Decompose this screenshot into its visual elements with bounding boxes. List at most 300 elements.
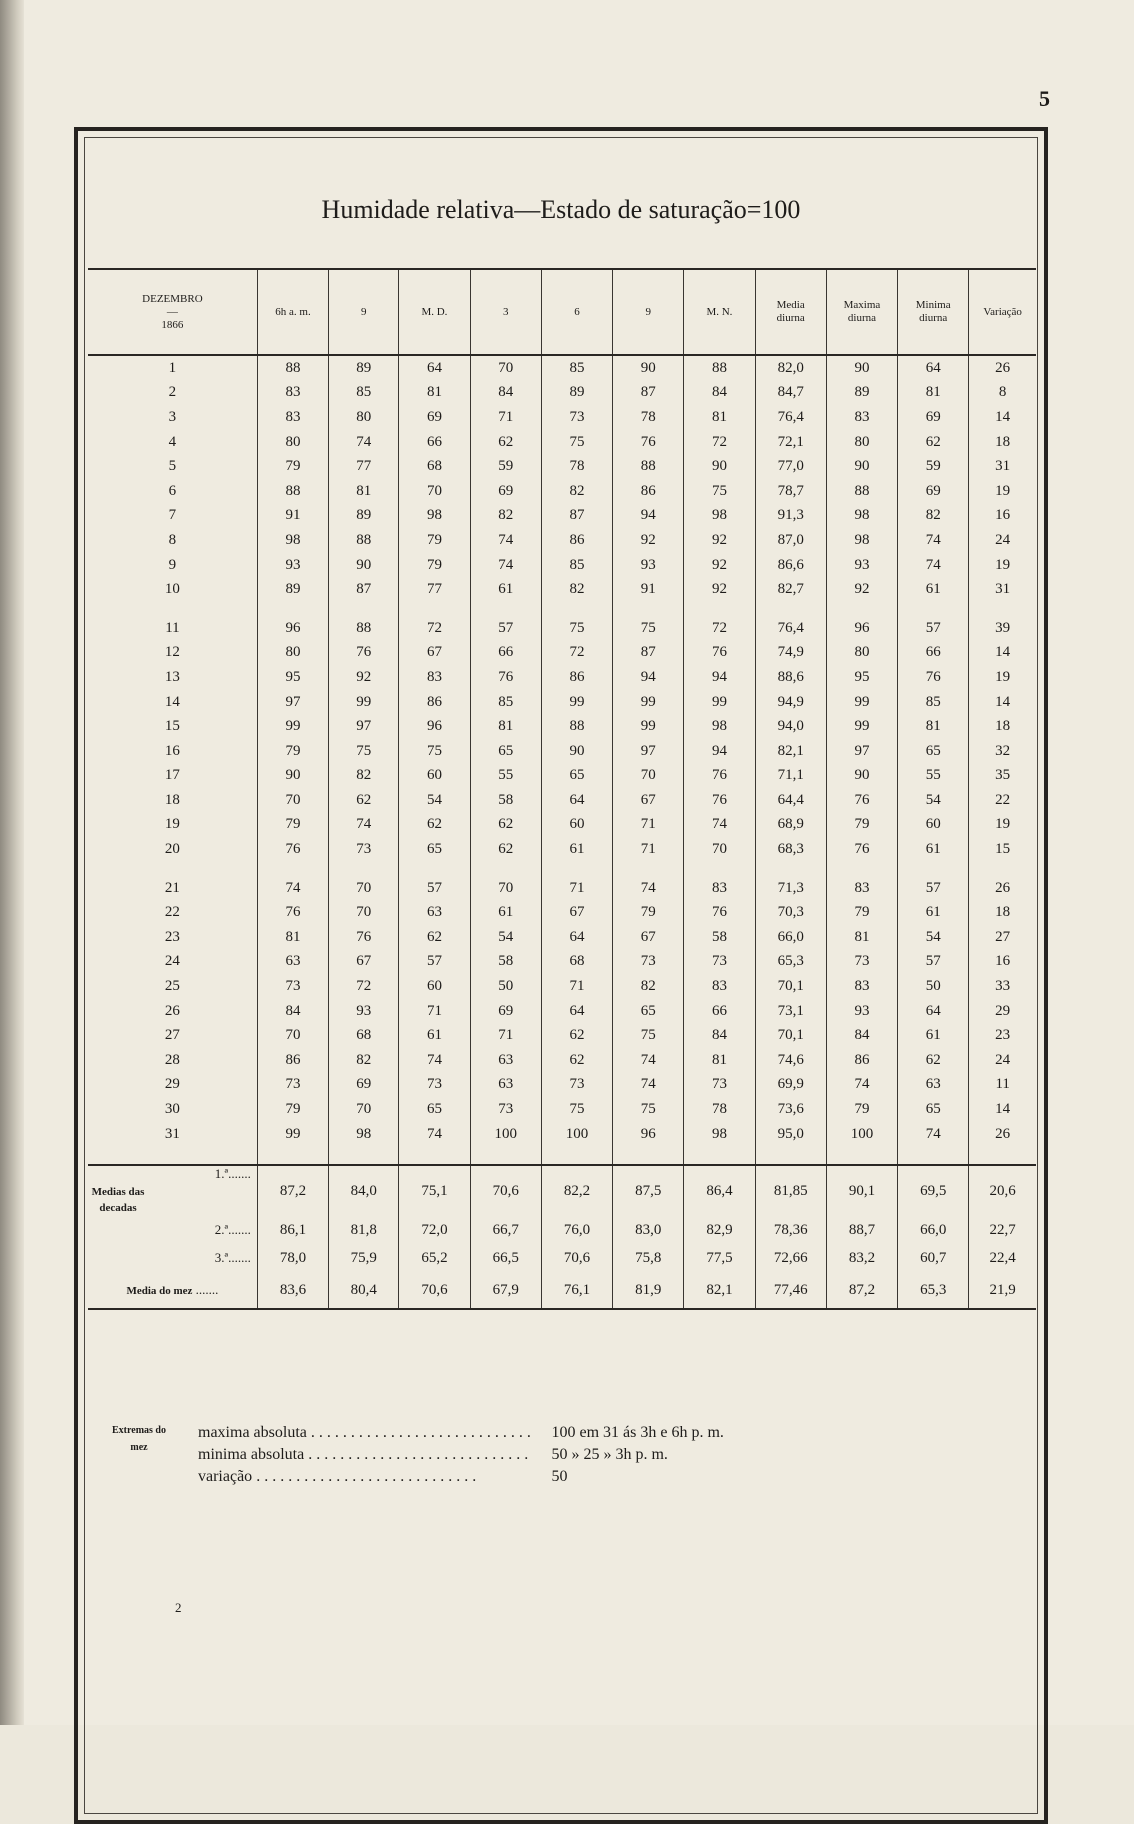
table-cell: 81,8 (329, 1216, 399, 1244)
table-cell: 58 (470, 788, 541, 813)
table-cell: 65,2 (399, 1244, 470, 1272)
table-cell: 76 (257, 900, 328, 925)
extremes-label: Extremas do mez (112, 1425, 166, 1453)
table-cell: 14 (969, 641, 1036, 666)
table-cell: 98 (684, 714, 755, 739)
extreme-value: 100 em 31 ás 3h e 6h p. m. (551, 1424, 724, 1441)
table-cell: 79 (257, 813, 328, 838)
table-cell: 91 (613, 577, 684, 602)
table-cell: 3 (168, 408, 177, 425)
table-cell: 72 (684, 616, 755, 641)
table-cell: 81,85 (755, 1165, 826, 1216)
table-cell: 65,3 (755, 950, 826, 975)
table-cell: 65 (613, 999, 684, 1024)
table-cell: 18 (969, 714, 1036, 739)
table-cell: 74 (898, 528, 969, 553)
table-cell: 93 (329, 999, 399, 1024)
table-cell: 60 (541, 813, 612, 838)
decade-gap (88, 602, 1036, 616)
table-cell: 73 (470, 1097, 541, 1122)
table-cell: 54 (898, 925, 969, 950)
table-cell: 68,9 (755, 813, 826, 838)
table-cell: 71 (541, 876, 612, 901)
table-cell: 64 (399, 355, 470, 381)
table-cell: 66,0 (755, 925, 826, 950)
decade-means-label: Medias das decadas (91, 1186, 145, 1215)
table-cell: 87,0 (755, 528, 826, 553)
table-cell: 16 (164, 742, 180, 759)
column-header: Maxima diurna (826, 269, 897, 355)
table-cell: 77,46 (755, 1272, 826, 1309)
table-cell: 79 (826, 1097, 897, 1122)
column-header: M. N. (684, 269, 755, 355)
table-cell: 92 (684, 528, 755, 553)
table-cell: 61 (470, 900, 541, 925)
table-cell: 83 (257, 381, 328, 406)
table-cell: 58 (684, 925, 755, 950)
table-cell: 76 (826, 788, 897, 813)
table-cell: 57 (898, 616, 969, 641)
table-cell: 23 (969, 1023, 1036, 1048)
table-cell: 29 (969, 999, 1036, 1024)
table-cell: 64 (898, 355, 969, 381)
table-cell: 76 (898, 665, 969, 690)
decade-mean-label (88, 1216, 257, 1244)
gap-cell (826, 602, 897, 616)
table-cell: 80 (329, 405, 399, 430)
gap-cell (969, 862, 1036, 876)
table-cell: 95 (257, 665, 328, 690)
table-cell: 62 (329, 788, 399, 813)
decade-mean-row (88, 1165, 1036, 1216)
table-cell: 88 (329, 616, 399, 641)
table-cell: 11 (969, 1073, 1036, 1098)
table-cell: 89 (541, 381, 612, 406)
table-cell: 66,7 (470, 1216, 541, 1244)
table-cell: 19 (164, 816, 180, 833)
table-cell: 55 (470, 764, 541, 789)
table-cell: 91 (257, 504, 328, 529)
table-cell: 27 (164, 1027, 180, 1044)
table-cell: 71,3 (755, 876, 826, 901)
table-cell: 14 (969, 690, 1036, 715)
table-cell: 18 (164, 791, 180, 808)
table-cell: 61 (541, 837, 612, 862)
table-cell: 95 (826, 665, 897, 690)
table-cell: 70,1 (755, 1023, 826, 1048)
table-cell: 82,0 (755, 355, 826, 381)
table-cell: 91,3 (755, 504, 826, 529)
gap-cell (755, 602, 826, 616)
table-cell: 97 (257, 690, 328, 715)
table-cell: 88 (329, 528, 399, 553)
book-binding (0, 0, 24, 1725)
table-cell: 67 (329, 950, 399, 975)
table-cell: 99 (257, 1122, 328, 1147)
table-cell: 70 (329, 900, 399, 925)
page-title: Humidade relativa—Estado de saturação=100 (321, 195, 801, 224)
table-cell: 22 (969, 788, 1036, 813)
gap-cell (329, 602, 399, 616)
table-cell: 95,0 (755, 1122, 826, 1147)
table-cell: 63 (399, 900, 470, 925)
table-cell: 74 (898, 553, 969, 578)
table-cell: 67 (613, 925, 684, 950)
table-cell: 70 (257, 788, 328, 813)
column-header: DEZEMBRO — 1866 (88, 269, 257, 355)
table-cell: 99 (329, 690, 399, 715)
table-cell: 62 (470, 837, 541, 862)
table-cell: 94 (613, 665, 684, 690)
table-cell: 82,9 (684, 1216, 755, 1244)
day-row (88, 479, 1036, 504)
day-row (88, 1048, 1036, 1073)
gap-cell (470, 862, 541, 876)
extreme-row (198, 1466, 818, 1488)
table-cell: 73 (329, 837, 399, 862)
table-cell: 64 (541, 788, 612, 813)
gap-cell (969, 602, 1036, 616)
extreme-name: variação . . . (198, 1466, 543, 1488)
table-cell: 96 (257, 616, 328, 641)
table-cell: 5 (168, 458, 177, 475)
gap-cell (88, 862, 257, 876)
table-cell: 98 (257, 528, 328, 553)
table-cell: 92 (329, 665, 399, 690)
table-cell: 78,0 (257, 1244, 328, 1272)
table-cell: 70 (329, 1097, 399, 1122)
table-cell: 94 (613, 504, 684, 529)
month-mean-row (88, 1272, 1036, 1309)
table-cell: 76,0 (541, 1216, 612, 1244)
table-cell: 81,9 (613, 1272, 684, 1309)
table-cell: 4 (168, 433, 177, 450)
table-cell: 73 (257, 974, 328, 999)
table-cell: 62 (541, 1023, 612, 1048)
table-cell: 82 (470, 504, 541, 529)
table-cell: 87 (329, 577, 399, 602)
table-cell: 68 (329, 1023, 399, 1048)
table-cell: 15 (969, 837, 1036, 862)
table-cell: 98 (826, 504, 897, 529)
table-cell: 84,0 (329, 1165, 399, 1216)
table-cell: 66,5 (470, 1244, 541, 1272)
table-cell: 24 (164, 953, 180, 970)
table-cell: 15 (164, 718, 180, 735)
table-cell: 69,5 (898, 1165, 969, 1216)
table-cell: 88 (684, 355, 755, 381)
table-cell: 60 (399, 764, 470, 789)
table-cell: 75,9 (329, 1244, 399, 1272)
table-cell: 74 (613, 1048, 684, 1073)
table-cell: 77,0 (755, 454, 826, 479)
table-cell: 99 (684, 690, 755, 715)
table-cell: 72,1 (755, 430, 826, 455)
table-cell: 89 (329, 355, 399, 381)
table-cell: 70,6 (470, 1165, 541, 1216)
table-cell: 92 (684, 577, 755, 602)
table-cell: 90 (684, 454, 755, 479)
table-cell: 75 (399, 739, 470, 764)
column-header: 3 (470, 269, 541, 355)
table-cell: 98 (329, 1122, 399, 1147)
table-cell: 1 (168, 359, 177, 376)
day-row (88, 528, 1036, 553)
table-cell: 75 (684, 479, 755, 504)
table-cell: 82,1 (755, 739, 826, 764)
table-cell: 86 (541, 528, 612, 553)
table-cell: 92 (613, 528, 684, 553)
table-cell: 74,9 (755, 641, 826, 666)
table-cell: 65 (898, 739, 969, 764)
table-cell: 2 (168, 384, 177, 401)
table-cell: 85 (541, 355, 612, 381)
table-cell: 74 (470, 528, 541, 553)
page-number: 5 (1039, 86, 1050, 111)
table-cell: 67 (399, 641, 470, 666)
table-cell: 60 (898, 813, 969, 838)
decade-mean-label (88, 1244, 257, 1272)
table-cell: 64 (541, 999, 612, 1024)
table-cell: 93 (613, 553, 684, 578)
table-cell: 88 (257, 355, 328, 381)
table-cell: 72 (541, 641, 612, 666)
table-cell: 100 (826, 1122, 897, 1147)
day-row (88, 504, 1036, 529)
gap-cell (684, 602, 755, 616)
table-cell: 82 (541, 479, 612, 504)
month-mean-label (88, 1272, 257, 1309)
day-row (88, 616, 1036, 641)
table-cell: 75 (329, 739, 399, 764)
table-cell: 20 (164, 841, 180, 858)
table-cell: 18 (969, 900, 1036, 925)
day-row (88, 950, 1036, 975)
table-cell: 9 (168, 556, 177, 573)
table-cell: 88 (613, 454, 684, 479)
table-cell: 59 (470, 454, 541, 479)
gap-cell (613, 1146, 684, 1165)
table-cell: 61 (898, 837, 969, 862)
table-cell: 71,1 (755, 764, 826, 789)
table-cell: 75 (541, 1097, 612, 1122)
table-cell: 90 (826, 764, 897, 789)
table-cell: 81 (898, 381, 969, 406)
table-cell: 74,6 (755, 1048, 826, 1073)
table-cell: 94 (684, 739, 755, 764)
table-cell: 26 (164, 1002, 180, 1019)
table-cell: 31 (969, 577, 1036, 602)
table-cell: 73,1 (755, 999, 826, 1024)
gap-cell (257, 862, 328, 876)
table-cell: 74 (826, 1073, 897, 1098)
gap-cell (399, 1146, 470, 1165)
table-cell: 99 (613, 690, 684, 715)
table-cell: 83 (257, 405, 328, 430)
gap-cell (755, 862, 826, 876)
table-cell: 71 (470, 405, 541, 430)
table-cell: 76,4 (755, 616, 826, 641)
table-cell: 97 (329, 714, 399, 739)
day-row (88, 813, 1036, 838)
table-cell: 80 (257, 430, 328, 455)
table-cell: 76 (684, 764, 755, 789)
table-cell: 61 (898, 577, 969, 602)
table-cell: 69 (470, 999, 541, 1024)
table-cell: 96 (826, 616, 897, 641)
table-cell: 83 (684, 974, 755, 999)
table-cell: 61 (399, 1023, 470, 1048)
table-cell: 77 (399, 577, 470, 602)
table-cell: 75 (613, 616, 684, 641)
table-cell: 61 (470, 577, 541, 602)
table-cell: 23 (164, 928, 180, 945)
table-cell: 75 (613, 1097, 684, 1122)
table-cell: 65 (898, 1097, 969, 1122)
table-body (88, 355, 1036, 1309)
table-cell: 72 (399, 616, 470, 641)
table-cell: 66 (470, 641, 541, 666)
table-cell: 35 (969, 764, 1036, 789)
table-cell: 50 (470, 974, 541, 999)
table-cell: 8 (969, 381, 1036, 406)
table-cell: 66 (399, 430, 470, 455)
table-cell: 8 (168, 531, 177, 548)
table-cell: 79 (613, 900, 684, 925)
table-cell: 82,2 (541, 1165, 612, 1216)
table-cell: 80 (826, 430, 897, 455)
table-cell: 39 (969, 616, 1036, 641)
table-cell: 32 (969, 739, 1036, 764)
table-cell: 90 (257, 764, 328, 789)
table-cell: 84 (684, 1023, 755, 1048)
table-cell: 87,2 (826, 1272, 897, 1309)
day-row (88, 714, 1036, 739)
day-row (88, 739, 1036, 764)
table-cell: 76 (684, 900, 755, 925)
gap-cell (684, 862, 755, 876)
table-cell: 18 (969, 430, 1036, 455)
table-cell: 70,6 (541, 1244, 612, 1272)
table-cell: 26 (969, 1122, 1036, 1147)
table-cell: 21 (164, 879, 180, 896)
table-cell: 76 (329, 925, 399, 950)
table-cell: 96 (613, 1122, 684, 1147)
gap-cell (470, 602, 541, 616)
table-cell: 69 (329, 1073, 399, 1098)
day-row (88, 900, 1036, 925)
table-cell: 84,7 (755, 381, 826, 406)
table-cell: 21,9 (969, 1272, 1036, 1309)
table-cell: 83,2 (826, 1244, 897, 1272)
table-cell: 99 (826, 690, 897, 715)
table-cell: 90 (826, 355, 897, 381)
table-cell: 70,6 (399, 1272, 470, 1309)
table-cell: 90 (329, 553, 399, 578)
column-header: Variação (969, 269, 1036, 355)
decade-mean-row (88, 1216, 1036, 1244)
table-cell: 68 (399, 454, 470, 479)
table-cell: 76 (684, 788, 755, 813)
table-cell: 63 (898, 1073, 969, 1098)
table-cell: 74 (613, 876, 684, 901)
table-cell: 57 (399, 950, 470, 975)
table-cell: 62 (399, 925, 470, 950)
table-cell: 6 (168, 482, 177, 499)
day-row (88, 1122, 1036, 1147)
table-cell: 79 (826, 900, 897, 925)
table-cell: 70 (684, 837, 755, 862)
table-cell: 60,7 (898, 1244, 969, 1272)
table-cell: 69 (898, 479, 969, 504)
table-cell: 57 (470, 616, 541, 641)
table-cell: 90 (541, 739, 612, 764)
gap-cell (898, 602, 969, 616)
table-cell: 90 (826, 454, 897, 479)
table-cell: 70 (399, 479, 470, 504)
table-cell: 79 (826, 813, 897, 838)
table-cell: 74 (470, 553, 541, 578)
table-cell: 78 (541, 454, 612, 479)
header-row (88, 269, 1036, 355)
table-cell: 71 (541, 974, 612, 999)
table-cell: 67 (541, 900, 612, 925)
table-cell: 94,9 (755, 690, 826, 715)
table-cell: 81 (257, 925, 328, 950)
table-cell: 29 (164, 1076, 180, 1093)
table-cell: 71 (613, 813, 684, 838)
table-cell: 76 (826, 837, 897, 862)
table-cell: 72,66 (755, 1244, 826, 1272)
table-cell: 79 (257, 454, 328, 479)
table-cell: 75,1 (399, 1165, 470, 1216)
table-cell: 65 (399, 837, 470, 862)
table-cell: 69 (470, 479, 541, 504)
table-cell: 87 (613, 641, 684, 666)
table-cell: 62 (898, 1048, 969, 1073)
table-cell: 81 (826, 925, 897, 950)
table-cell: 70 (329, 876, 399, 901)
table-cell: 87,5 (613, 1165, 684, 1216)
table-cell: 67 (613, 788, 684, 813)
table-cell: 70,1 (755, 974, 826, 999)
table-cell: 61 (898, 1023, 969, 1048)
gap-cell (88, 602, 257, 616)
table-cell: 19 (969, 553, 1036, 578)
table-cell: 94 (684, 665, 755, 690)
table-cell: 83 (684, 876, 755, 901)
day-row (88, 355, 1036, 381)
table-cell: 54 (898, 788, 969, 813)
table-cell: 54 (470, 925, 541, 950)
table-cell: 77,5 (684, 1244, 755, 1272)
day-row (88, 876, 1036, 901)
gap-cell (898, 862, 969, 876)
table-cell: 24 (969, 1048, 1036, 1073)
table-cell: 85 (470, 690, 541, 715)
gap-cell (541, 602, 612, 616)
table-cell: 93 (826, 553, 897, 578)
table-cell: 82 (329, 764, 399, 789)
table-cell: 97 (613, 739, 684, 764)
table-cell: 84 (470, 381, 541, 406)
table-cell: 88 (257, 479, 328, 504)
decade-gap (88, 862, 1036, 876)
table-cell: 57 (898, 876, 969, 901)
extreme-value: 50 » 25 » 3h p. m. (551, 1446, 668, 1463)
table-cell: 54 (399, 788, 470, 813)
table-cell: 79 (257, 739, 328, 764)
